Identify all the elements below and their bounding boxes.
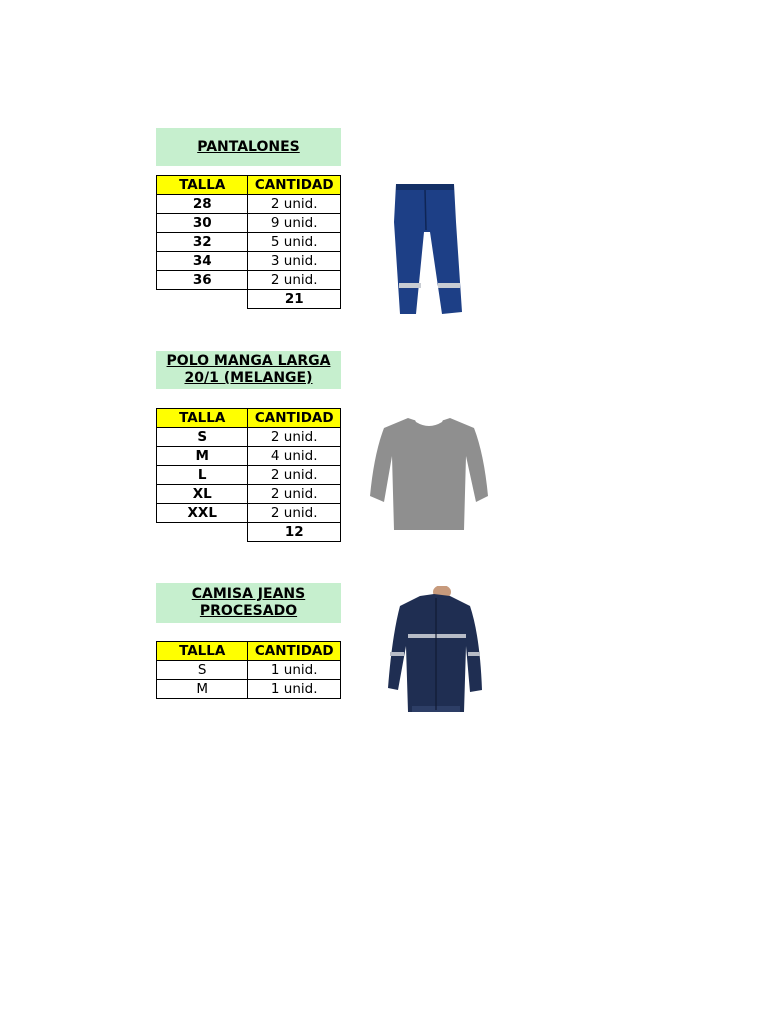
section-pantalones	[156, 128, 341, 307]
reflective-stripe-left	[399, 283, 421, 288]
table-row	[157, 466, 341, 485]
size-cell: 30	[157, 214, 248, 233]
table-row	[157, 233, 341, 252]
section-title	[156, 351, 341, 389]
size-cell: M	[157, 447, 248, 466]
qty-cell: 2 unid.	[248, 195, 341, 214]
section-title	[156, 583, 341, 623]
reflective-stripe-right	[438, 283, 460, 288]
table-row	[157, 504, 341, 523]
size-table	[156, 641, 341, 699]
header-cantidad: CANTIDAD	[248, 642, 341, 661]
qty-cell: 2 unid.	[248, 485, 341, 504]
header-talla: TALLA	[157, 176, 248, 195]
jeans-pants-image	[388, 182, 468, 316]
table-header-row	[157, 642, 341, 661]
size-cell: 32	[157, 233, 248, 252]
table-row	[157, 485, 341, 504]
qty-cell: 1 unid.	[248, 661, 341, 680]
qty-cell: 2 unid.	[248, 428, 341, 447]
size-cell: XL	[157, 485, 248, 504]
size-cell: S	[157, 661, 248, 680]
header-cantidad: CANTIDAD	[248, 409, 341, 428]
section-title-line2: 20/1 (MELANGE)	[184, 370, 313, 386]
table-row	[157, 195, 341, 214]
blank-cell	[157, 523, 248, 542]
table-row	[157, 680, 341, 699]
section-title-line1: CAMISA JEANS	[191, 586, 306, 602]
blank-cell	[157, 290, 248, 309]
header-talla: TALLA	[157, 642, 248, 661]
qty-cell: 2 unid.	[248, 504, 341, 523]
qty-cell: 1 unid.	[248, 680, 341, 699]
denim-shirt-image	[384, 586, 484, 714]
size-table	[156, 175, 341, 309]
section-camisa-jeans	[156, 583, 341, 697]
table-row	[157, 661, 341, 680]
size-cell: 28	[157, 195, 248, 214]
section-title-line1: POLO MANGA LARGA	[166, 353, 331, 369]
qty-cell: 2 unid.	[248, 466, 341, 485]
qty-cell: 9 unid.	[248, 214, 341, 233]
size-cell: L	[157, 466, 248, 485]
qty-cell: 5 unid.	[248, 233, 341, 252]
size-cell: M	[157, 680, 248, 699]
jeans-waistband	[396, 184, 454, 190]
header-cantidad: CANTIDAD	[248, 176, 341, 195]
table-header-row	[157, 176, 341, 195]
reflective-stripe-chest	[408, 634, 466, 638]
table-row	[157, 447, 341, 466]
reflective-stripe-sleeve-right	[468, 652, 480, 656]
section-title-line2: PROCESADO	[199, 603, 298, 619]
size-table	[156, 408, 341, 542]
polo-silhouette	[370, 418, 488, 530]
size-cell: 34	[157, 252, 248, 271]
size-cell: S	[157, 428, 248, 447]
qty-cell: 3 unid.	[248, 252, 341, 271]
qty-cell: 4 unid.	[248, 447, 341, 466]
qty-cell: 2 unid.	[248, 271, 341, 290]
table-header-row	[157, 409, 341, 428]
section-title-text: PANTALONES	[197, 138, 300, 155]
jeans-silhouette	[394, 184, 462, 314]
section-title	[156, 128, 341, 166]
section-polo	[156, 351, 341, 540]
table-row	[157, 214, 341, 233]
total-cell: 21	[248, 290, 341, 309]
total-row	[157, 523, 341, 542]
total-row	[157, 290, 341, 309]
table-row	[157, 252, 341, 271]
total-cell: 12	[248, 523, 341, 542]
table-row	[157, 271, 341, 290]
table-row	[157, 428, 341, 447]
reflective-stripe-sleeve-left	[390, 652, 404, 656]
size-cell: XXL	[157, 504, 248, 523]
long-sleeve-polo-image	[368, 414, 490, 534]
header-talla: TALLA	[157, 409, 248, 428]
size-cell: 36	[157, 271, 248, 290]
